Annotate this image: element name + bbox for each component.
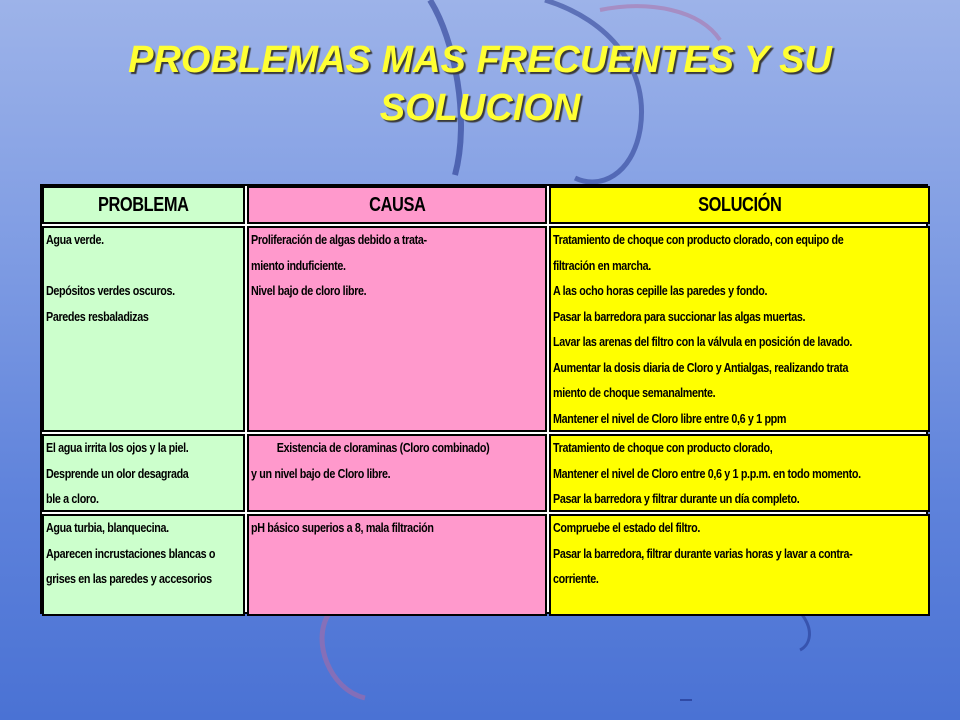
header-problema-label: PROBLEMA (98, 194, 189, 216)
row-2-causa-line: Existencia de cloraminas (Cloro combinado) (276, 441, 490, 455)
row-1-causa (247, 226, 547, 432)
row-2-causa (247, 434, 547, 512)
row-1-causa-line: miento induficiente. (251, 258, 346, 273)
row-1-solucion-line: Mantener el nivel de Cloro libre entre 0,6 y 1 ppm (553, 411, 787, 426)
problems-table (40, 184, 928, 614)
header-solucion (549, 186, 930, 224)
row-3-solucion (549, 514, 930, 616)
row-2-solucion-line: Mantener el nivel de Cloro entre 0,6 y 1 p.p.m. en todo momento. (553, 466, 861, 481)
row-3-solucion-line: Pasar la barredora, filtrar durante varias horas y lavar a contra- (553, 546, 853, 561)
row-2-solucion-line: Tratamiento de choque con producto clorado, (553, 441, 773, 455)
row-2-causa-line: y un nivel bajo de Cloro libre. (251, 466, 391, 481)
row-2-problema-line: El agua irrita los ojos y la piel. (46, 441, 189, 455)
page-title (40, 36, 920, 132)
row-1-solucion-line: Tratamiento de choque con producto clorado, con equipo de (553, 233, 844, 247)
row-3-problema (42, 514, 245, 616)
row-1-problema-line: Depósitos verdes oscuros. (46, 284, 175, 298)
row-1-causa-line: Proliferación de algas debido a trata- (251, 233, 427, 247)
row-1-problema (42, 226, 245, 432)
row-3-problema-line: Agua turbia, blanquecina. (46, 521, 169, 535)
title-line-1: PROBLEMAS MAS FRECUENTES Y SU (128, 39, 832, 81)
row-2-problema-line: ble a cloro. (46, 492, 99, 506)
row-1-problema-line: Agua verde. (46, 233, 104, 247)
row-2-solucion-line: Pasar la barredora y filtrar durante un día completo. (553, 492, 800, 506)
row-1-solucion-line: Lavar las arenas del filtro con la válvula en posición de lavado. (553, 335, 853, 349)
row-2-solucion (549, 434, 930, 512)
header-causa (247, 186, 547, 224)
row-1-problema-line: Paredes resbaladizas (46, 309, 149, 324)
row-1-problema-line (46, 254, 214, 280)
row-1-solucion-line: Pasar la barredora para succionar las algas muertas. (553, 309, 806, 324)
row-2-problema (42, 434, 245, 512)
title-line-2: SOLUCION (379, 87, 581, 129)
header-solucion-label: SOLUCIÓN (697, 194, 782, 216)
row-3-problema-line: grises en las paredes y accesorios (46, 572, 212, 586)
row-1-solucion-line: filtración en marcha. (553, 258, 651, 273)
row-2-problema-line: Desprende un olor desagrada (46, 466, 189, 481)
row-3-solucion-line: corriente. (553, 572, 599, 586)
row-1-solucion-line: miento de choque semanalmente. (553, 386, 716, 400)
row-3-problema-line: Aparecen incrustaciones blancas o (46, 546, 216, 561)
row-1-solucion-line: Aumentar la dosis diaria de Cloro y Antialgas, realizando trata (553, 360, 849, 375)
row-3-solucion-line: Compruebe el estado del filtro. (553, 521, 701, 535)
row-3-causa (247, 514, 547, 616)
header-causa-label: CAUSA (368, 194, 426, 216)
header-problema (42, 186, 245, 224)
row-1-causa-line: Nivel bajo de cloro libre. (251, 284, 367, 298)
row-1-solucion-line: A las ocho horas cepille las paredes y fondo. (553, 284, 768, 298)
row-3-causa-line: pH básico superios a 8, mala filtración (251, 521, 434, 535)
row-1-solucion (549, 226, 930, 432)
